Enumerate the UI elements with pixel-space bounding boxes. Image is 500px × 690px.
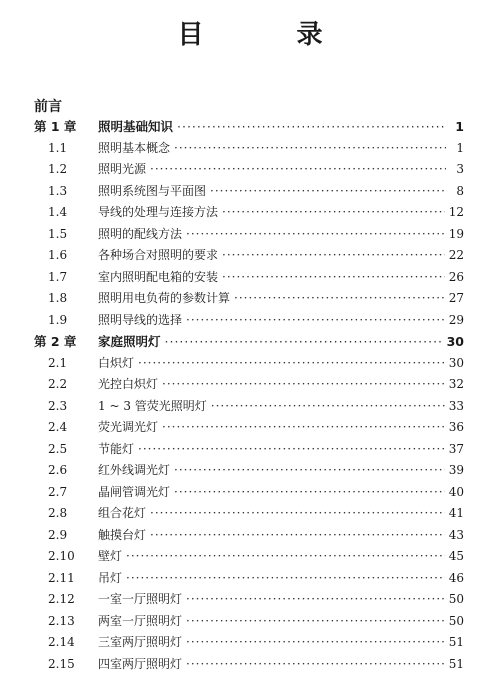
toc-section-row	[34, 268, 464, 290]
dot-leader	[165, 334, 443, 349]
toc-entry-page: 51	[448, 656, 464, 671]
toc-entry-number: 2.7	[48, 484, 68, 499]
toc-section-row	[34, 225, 464, 247]
toc-entry-title: 三室两厅照明灯	[98, 635, 183, 649]
dot-leader	[174, 485, 445, 499]
toc-entry-title: 照明的配线方法	[98, 226, 183, 241]
dot-leader	[186, 227, 445, 241]
dot-leader	[222, 248, 445, 262]
toc-section-row	[34, 526, 464, 548]
dot-leader	[138, 442, 445, 456]
toc-entry-number: 1.8	[48, 291, 68, 305]
toc-entry-page: 30	[448, 355, 464, 370]
toc-entry-number: 2.6	[48, 463, 68, 477]
toc-entry-title: 组合花灯	[98, 506, 147, 520]
toc-section-row	[34, 612, 464, 634]
dot-leader	[150, 506, 445, 520]
toc-entry-page: 41	[448, 506, 464, 520]
toc-entry-page: 1	[455, 119, 464, 134]
toc-section-row	[34, 440, 464, 462]
toc-entry-page: 22	[448, 248, 464, 262]
toc-entry-title: 吊灯	[98, 570, 123, 585]
toc-chapter-row	[34, 117, 464, 139]
toc-entry-title: 导线的处理与连接方法	[98, 205, 219, 219]
toc-section-row	[34, 547, 464, 569]
toc-entry-title: 一室一厅照明灯	[98, 592, 183, 606]
toc-chapter-row	[34, 332, 464, 354]
dot-leader	[150, 528, 445, 542]
toc-entry-title: 照明基础知识	[98, 119, 174, 134]
toc-entry-title: 照明基本概念	[98, 140, 171, 155]
toc-section-row	[34, 504, 464, 526]
dot-leader	[126, 549, 445, 563]
toc-entry-page: 29	[448, 312, 464, 327]
toc-entry-page: 8	[456, 183, 464, 198]
toc-entry-number: 1.6	[48, 248, 68, 262]
toc-section-row	[34, 590, 464, 612]
toc-entry-page: 50	[448, 613, 464, 628]
toc-entry-number: 2.10	[48, 549, 75, 563]
dot-leader	[162, 420, 445, 434]
toc-entry-title: 室内照明配电箱的安装	[98, 269, 219, 284]
toc-entry-title: 家庭照明灯	[98, 334, 161, 349]
toc-entry-title: 触摸台灯	[98, 527, 147, 542]
toc-entry-title: 壁灯	[98, 549, 123, 563]
toc-section-row	[34, 182, 464, 204]
page-title: 目 录	[177, 20, 365, 50]
toc-entry-page: 51	[448, 635, 464, 649]
toc-section-row	[34, 139, 464, 161]
dot-leader	[186, 592, 445, 606]
toc-section-row	[34, 246, 464, 268]
toc-entry-title: 红外线调光灯	[98, 463, 171, 477]
toc-entry-page: 26	[448, 269, 464, 284]
toc-section-row	[34, 354, 464, 376]
toc-entry-page: 46	[448, 570, 464, 585]
dot-leader	[211, 399, 445, 413]
toc-entry-number: 2.3	[48, 398, 68, 413]
toc-section-row	[34, 461, 464, 483]
toc-entry-number: 1.3	[48, 183, 68, 198]
toc-entry-number: 1.9	[48, 312, 68, 327]
toc-section-row	[34, 311, 464, 333]
toc-entry-title: 节能灯	[98, 441, 135, 456]
toc-entry-number: 2.5	[48, 441, 68, 456]
toc-entry-title: 各种场合对照明的要求	[98, 248, 219, 262]
dot-leader	[186, 313, 445, 327]
toc-entry-page: 50	[448, 592, 464, 606]
toc-entry-title: 照明系统图与平面图	[98, 183, 207, 198]
toc-entry-page: 30	[446, 334, 464, 349]
toc-entry-title: 照明用电负荷的参数计算	[98, 291, 231, 305]
toc-entry-number: 2.13	[48, 613, 75, 628]
toc-entry-number: 2.2	[48, 377, 68, 391]
toc-entry-page: 43	[448, 527, 464, 542]
dot-leader	[138, 356, 445, 370]
toc-entry-number: 2.8	[48, 506, 68, 520]
toc-entry-title: 1 ~ 3 管荧光照明灯	[98, 398, 207, 413]
dot-leader	[150, 162, 446, 176]
toc-entry-page: 12	[448, 205, 464, 219]
toc-entry-page: 37	[448, 441, 464, 456]
toc-entry-number: 1.7	[48, 269, 68, 284]
toc-section-row	[34, 483, 464, 505]
table-of-contents	[34, 117, 464, 676]
dot-leader	[162, 377, 445, 391]
toc-entry-title: 晶闸管调光灯	[98, 484, 171, 499]
toc-entry-number: 2.14	[48, 635, 75, 649]
toc-section-row	[34, 633, 464, 655]
dot-leader	[210, 184, 446, 198]
dot-leader	[222, 270, 445, 284]
toc-entry-number: 2.4	[48, 420, 68, 434]
toc-section-row	[34, 203, 464, 225]
toc-entry-number: 2.9	[48, 527, 68, 542]
dot-leader	[234, 291, 445, 305]
toc-entry-title: 照明导线的选择	[98, 312, 183, 327]
dot-leader	[126, 571, 445, 585]
toc-entry-page: 40	[448, 484, 464, 499]
toc-entry-title: 照明光源	[98, 162, 147, 176]
dot-leader	[174, 141, 446, 155]
toc-section-row	[34, 655, 464, 677]
dot-leader	[186, 635, 445, 649]
toc-section-row	[34, 418, 464, 440]
toc-entry-page: 32	[448, 377, 464, 391]
toc-entry-number: 1.2	[48, 162, 68, 176]
toc-entry-page: 39	[448, 463, 464, 477]
toc-entry-page: 45	[448, 549, 464, 563]
toc-section-row	[34, 375, 464, 397]
toc-entry-page: 3	[456, 162, 464, 176]
toc-entry-title: 两室一厅照明灯	[98, 613, 183, 628]
toc-entry-number: 1.4	[48, 205, 68, 219]
toc-section-row	[34, 569, 464, 591]
toc-entry-page: 1	[456, 140, 464, 155]
toc-entry-number: 2.15	[48, 656, 75, 671]
toc-entry-page: 33	[448, 398, 464, 413]
dot-leader	[186, 614, 445, 628]
toc-entry-number: 第 2 章	[34, 334, 77, 349]
dot-leader	[222, 205, 445, 219]
toc-entry-number: 1.1	[48, 140, 68, 155]
dot-leader	[177, 119, 446, 134]
toc-preface: 前言	[34, 99, 62, 115]
toc-section-row	[34, 160, 464, 182]
toc-section-row	[34, 397, 464, 419]
toc-entry-number: 1.5	[48, 226, 68, 241]
toc-entry-number: 2.11	[48, 570, 75, 585]
toc-entry-page: 27	[448, 291, 464, 305]
toc-section-row	[34, 289, 464, 311]
toc-entry-page: 36	[448, 420, 464, 434]
toc-entry-title: 白炽灯	[98, 355, 135, 370]
toc-entry-title: 荧光调光灯	[98, 420, 159, 434]
toc-entry-number: 第 1 章	[34, 119, 77, 134]
toc-entry-number: 2.1	[48, 355, 68, 370]
toc-entry-number: 2.12	[48, 592, 75, 606]
toc-entry-title: 四室两厅照明灯	[98, 656, 183, 671]
toc-entry-page: 19	[448, 226, 464, 241]
toc-entry-title: 光控白炽灯	[98, 377, 159, 391]
dot-leader	[186, 657, 445, 671]
dot-leader	[174, 463, 445, 477]
